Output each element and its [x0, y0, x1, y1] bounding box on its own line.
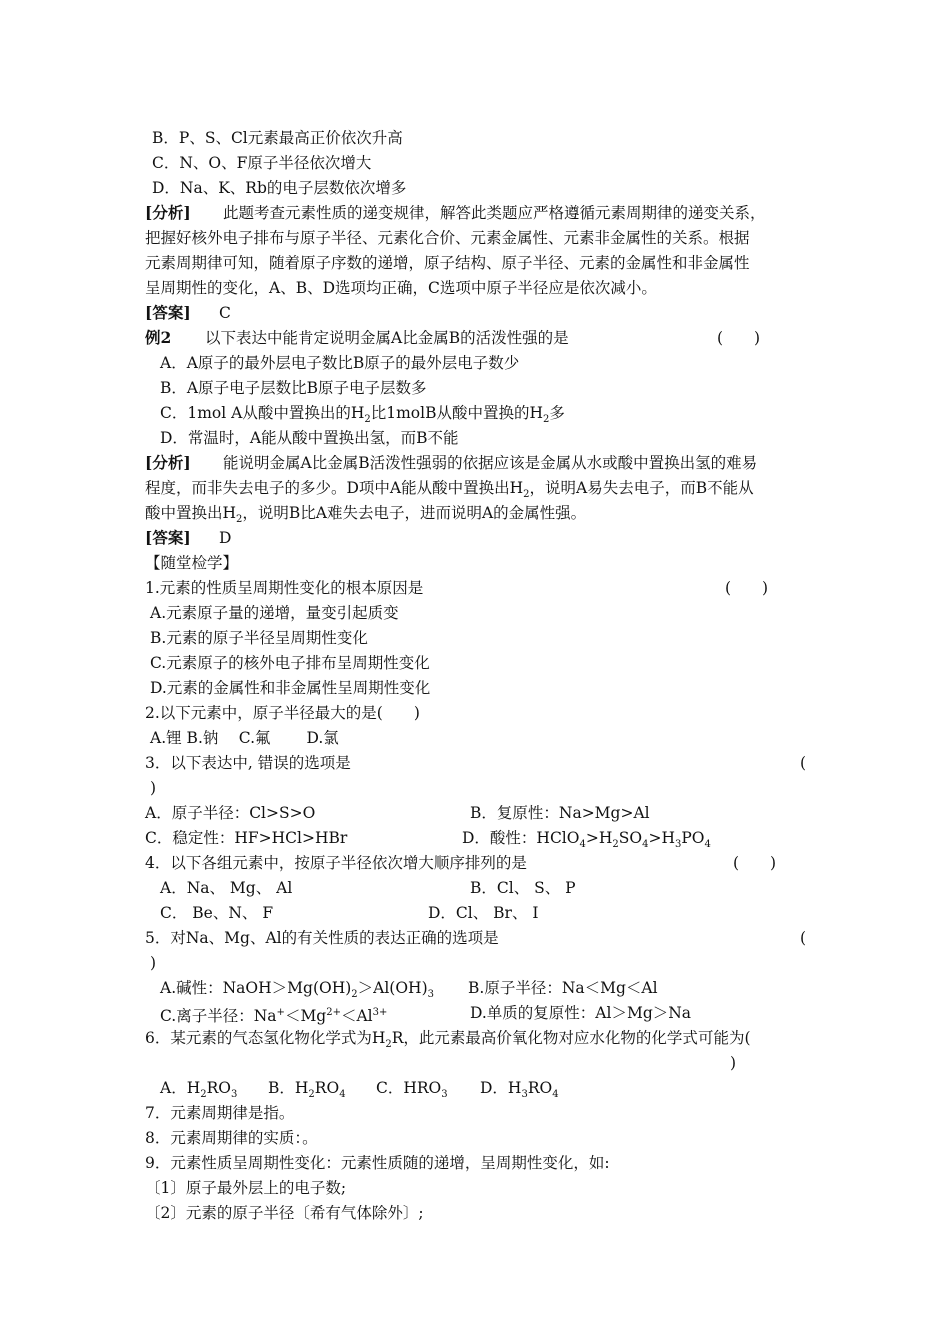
ex2-answer-label: [答案] [145, 528, 191, 547]
ex1-answer-label: [答案] [145, 303, 191, 322]
q1-stem: 1.元素的性质呈周期性变化的根本原因是 [145, 579, 424, 597]
ex2-option-b: B．A原子电子层数比B原子电子层数多 [160, 379, 427, 397]
q6-option-d: D．$H_3RO_4$ [480, 1079, 559, 1101]
q4-option-d: D．Cl、 Br、 I [428, 904, 539, 922]
ex2-option-a: A．A原子的最外层电子数比B原子的最外层电子数少 [160, 354, 520, 372]
ex2-option-d: D．常温时，A能从酸中置换出氢，而B不能 [160, 429, 459, 447]
q5-option-b: B.原子半径：Na＜Mg＜Al [468, 979, 658, 997]
ex1-option-c: C．N、O、F原子半径依次增大 [152, 154, 372, 172]
ex1-analysis-line-1: 此题考查元素性质的递变规律，解答此类题应严格遵循元素周期律的递变关系， [223, 204, 766, 222]
q6-option-b: B．$H_2RO_4$ [268, 1079, 346, 1101]
ex1-option-d: D．Na、K、Rb的电子层数依次增多 [152, 179, 407, 197]
q5-paren-close: ) [150, 954, 157, 972]
q1-option-a: A.元素原子量的递增，量变引起质变 [150, 604, 399, 622]
ex1-analysis-line-3: 元素周期律可知，随着原子序数的递增，原子结构、原子半径、元素的金属性和非金属性 [145, 254, 750, 272]
q6-option-c: C．$HRO_3$ [376, 1079, 448, 1101]
q1-option-b: B.元素的原子半径呈周期性变化 [150, 629, 368, 647]
q5-paren-open: ( [800, 929, 807, 947]
q2-options: A.锂 B.钠 C.氟 D.氯 [150, 729, 339, 747]
section-heading: 【随堂检学】 [145, 554, 239, 572]
q4-option-c: C． Be、N、 F [160, 904, 274, 922]
q1-option-d: D.元素的金属性和非金属性呈周期性变化 [150, 679, 431, 697]
ex1-answer: C [219, 304, 231, 322]
q4-option-b: B．Cl、 S、 P [470, 879, 576, 897]
q6-option-a: A．$H_2RO_3$ [160, 1079, 238, 1101]
q9-stem: 9．元素性质呈周期性变化：元素性质随的递增，呈周期性变化，如: [145, 1154, 610, 1172]
ex2-option-c: C．1mol A从酸中置换出的$H_2$比1molB从酸中置换的$H_2$多 [160, 404, 565, 426]
q3-option-d: D．酸性：$HClO_4>H_2SO_4>H_3PO_4$ [462, 829, 711, 851]
ex1-option-b: B．P、S、Cl元素最高正价依次升高 [152, 129, 403, 147]
q3-option-a: A．原子半径：Cl>S>O [145, 804, 316, 822]
q5-option-d: D.单质的复原性：Al＞Mg＞Na [470, 1004, 692, 1022]
q6-stem: 6．某元素的气态氢化物化学式为$H_2R$，此元素最高价氧化物对应水化物的化学式可能为( [145, 1029, 751, 1051]
ex2-analysis-line-3: 酸中置换出$H_2$，说明B比A难失去电子，进而说明A的金属性强。 [145, 504, 587, 526]
q4-option-a: A．Na、 Mg、 Al [160, 879, 293, 897]
ex1-analysis-line-2: 把握好核外电子排布与原子半径、元素化合价、元素金属性、元素非金属性的关系。根据 [145, 229, 750, 247]
ex2-label: 例2 [145, 328, 172, 347]
q4-stem: 4．以下各组元素中，按原子半径依次增大顺序排列的是 [145, 854, 527, 872]
ex2-answer-paren: ( ) [717, 329, 761, 347]
q9-item-2: 〔2〕元素的原子半径〔希有气体除外〕; [145, 1204, 424, 1222]
q1-answer-paren: ( ) [725, 579, 769, 597]
q3-stem: 3．以下表达中, 错误的选项是 [145, 754, 351, 772]
q8-stem: 8．元素周期律的实质：。 [145, 1129, 318, 1147]
ex2-stem: 以下表达中能肯定说明金属A比金属B的活泼性强的是 [205, 329, 569, 347]
ex1-analysis-label: [分析] [145, 203, 191, 222]
q5-option-c: C.离子半径：$Na^+<Mg^{2+}<Al^{3+}$ [160, 1007, 388, 1026]
q1-option-c: C.元素原子的核外电子排布呈周期性变化 [150, 654, 430, 672]
q3-paren-open: ( [800, 754, 807, 772]
q9-item-1: 〔1〕原子最外层上的电子数; [145, 1179, 347, 1197]
q2-stem: 2.以下元素中，原子半径最大的是( ) [145, 704, 420, 722]
q5-stem: 5．对Na、Mg、Al的有关性质的表达正确的选项是 [145, 929, 499, 947]
ex2-analysis-line-2: 程度，而非失去电子的多少。D项中A能从酸中置换出$H_2$，说明A易失去电子，而B不能从 [145, 479, 754, 501]
q6-paren-close: ) [730, 1054, 737, 1072]
q5-option-a: A.碱性：$NaOH>Mg(OH)_2>Al(OH)_3$ [160, 979, 434, 1001]
q3-paren-close: ) [150, 779, 157, 797]
q3-option-c: C．稳定性：HF>HCl>HBr [145, 829, 348, 847]
q7-stem: 7．元素周期律是指。 [145, 1104, 295, 1122]
q4-answer-paren: ( ) [733, 854, 777, 872]
ex2-analysis-line-1: 能说明金属A比金属B活泼性强弱的依据应该是金属从水或酸中置换出氢的难易 [223, 454, 758, 472]
ex2-answer: D [219, 529, 232, 547]
ex2-analysis-label: [分析] [145, 453, 191, 472]
q3-option-b: B．复原性：Na>Mg>Al [470, 804, 650, 822]
ex1-analysis-line-4: 呈周期性的变化，A、B、D选项均正确，C选项中原子半径应是依次减小。 [145, 279, 657, 297]
